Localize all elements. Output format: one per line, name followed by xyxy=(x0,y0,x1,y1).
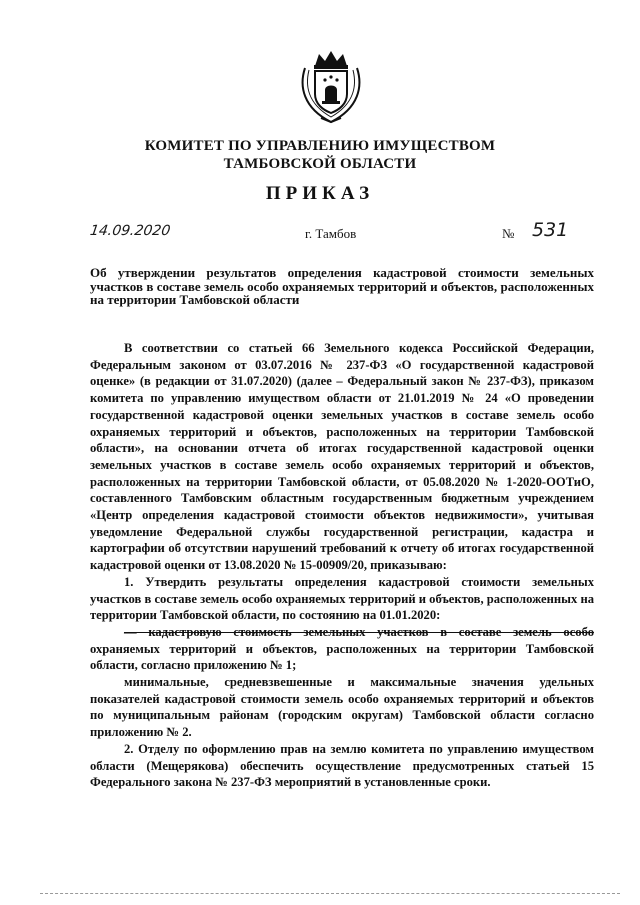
org-name-line2: ТАМБОВСКОЙ ОБЛАСТИ xyxy=(223,156,417,172)
item-1a-paragraph xyxy=(90,624,594,674)
city: г. Тамбов xyxy=(305,226,357,241)
item-2-paragraph: 2. Отделу по оформлению прав на землю комитета по управлению имуществом области (Мещерякова) обеспечить осуществление предусмотренных статьей 15 Федерального закона № 237-ФЗ мероприятий в установленные сроки. xyxy=(90,741,594,790)
handwritten-order-number: 531 xyxy=(532,219,569,241)
order-subject: Об утверждении результатов определения кадастровой стоимости земельных участков в составе земель особо охраняемых территорий и объектов, расположенных на территории Тамбовской области xyxy=(90,265,594,308)
item-1-paragraph: 1. Утвердить результаты определения кадастровой стоимости земельных участков в составе земель особо охраняемых территорий и объектов, расположенных на территории Тамбовской области, по состоянию на 01.01.2020: xyxy=(90,574,594,623)
tambov-coat-of-arms-emblem xyxy=(295,46,367,124)
order-body xyxy=(90,340,594,791)
number-sign: № xyxy=(502,226,515,241)
item-1a-text: охраняемых территорий и объектов, расположенных на территории Тамбовской области, согласно приложению № 1; xyxy=(90,641,594,673)
document-type-title: ПРИКАЗ xyxy=(265,183,375,204)
item-1b-paragraph: минимальные, средневзвешенные и максимальные значения удельных показателей кадастровой стоимости земель особо охраняемых территорий и объектов по муниципальным районам (городским округам) Тамбовской области согласно приложению № 2. xyxy=(90,675,594,740)
footer-scan-line xyxy=(40,893,620,896)
item-1a-struck-text: — кадастровую стоимость земельных участков в составе земель особо xyxy=(124,624,594,639)
preamble-paragraph: В соответствии со статьей 66 Земельного кодекса Российской Федерации, Федеральным законом от 03.07.2016 № 237-ФЗ «О государственной кадастровой оценке» (в редакции от 31.07.2020) (далее – Федеральный закон № 237-ФЗ), приказом комитета по управлению имуществом области от 21.01.2019 № 24 «О проведении государственной кадастровой оценки земельных участков в составе земель особо охраняемых территорий и объектов, расположенных на территории Тамбовской области», на основании отчета об итогах государственной кадастровой оценки земельных участков в составе земель особо охраняемых территорий и объектов, расположенных на территории Тамбовской области, от 05.08.2020 № 1-2020-ООТиО, составленного Тамбовским областным государственным бюджетным учреждением «Центр определения кадастровой стоимости объектов недвижимости», учитывая уведомление Федеральной службы государственной регистрации, кадастра и картографии об отсутствии нарушений требований к отчету об итогах государственной кадастровой оценки от 13.08.2020 № 15-00909/20, приказываю: xyxy=(90,341,594,573)
handwritten-date: 14.09.2020 xyxy=(88,223,172,239)
org-name-line1: КОМИТЕТ ПО УПРАВЛЕНИЮ ИМУЩЕСТВОМ xyxy=(144,138,496,154)
